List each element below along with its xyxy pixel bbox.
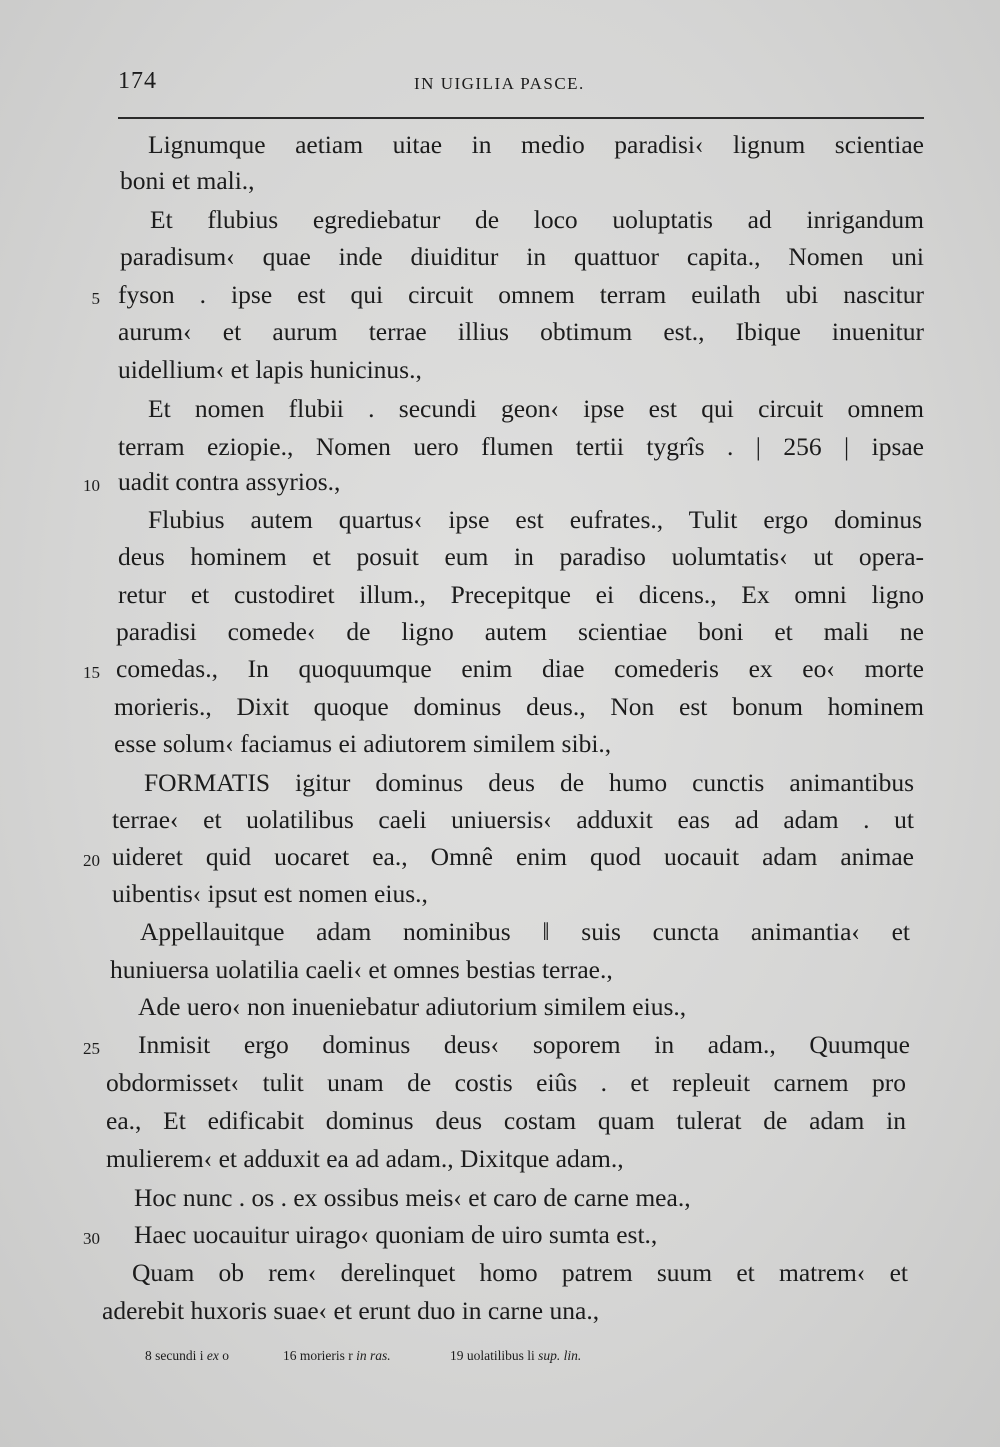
line-text: ea., Et edificabit dominus deus costam quam tulerat de adam in bbox=[106, 1106, 906, 1135]
line-text: Inmisit ergo dominus deus‹ soporem in adam., Quumque bbox=[138, 1030, 910, 1059]
text-line bbox=[0, 240, 1000, 278]
line-text: Hoc nunc . os . ex ossibus meis‹ et caro de carne mea., bbox=[134, 1183, 691, 1212]
line-text: Lignumque aetiam uitae in medio paradisi‹ lignum scientiae bbox=[148, 130, 924, 159]
line-number: 20 bbox=[83, 851, 100, 870]
line-text: terrae‹ et uolatilibus caeli uniuersis‹ adduxit eas ad adam . ut bbox=[112, 805, 914, 834]
text-line bbox=[0, 915, 1000, 953]
line-text: Et nomen flubii . secundi geon‹ ipse est qui circuit omnem bbox=[148, 394, 924, 423]
line-text: huniuersa uolatilia caeli‹ et omnes bestias terrae., bbox=[110, 955, 613, 984]
text-line bbox=[0, 1066, 1000, 1104]
text-line bbox=[0, 1181, 1000, 1219]
line-number: 10 bbox=[83, 476, 100, 495]
footnote-note: in ras. bbox=[356, 1348, 391, 1363]
line-text: Appellauitque adam nominibus ‖ suis cuncta animantia‹ et bbox=[140, 917, 910, 946]
line-text: comedas., In quoquumque enim diae comederis ex eo‹ morte bbox=[116, 654, 924, 683]
line-text: FORMATIS igitur dominus deus de humo cunctis animantibus bbox=[144, 768, 914, 797]
text-line bbox=[0, 766, 1000, 804]
text-line bbox=[0, 128, 1000, 166]
text-line bbox=[0, 1028, 1000, 1066]
line-text: Haec uocauitur uirago‹ quoniam de uiro sumta est., bbox=[134, 1220, 658, 1249]
line-text: deus hominem et posuit eum in paradiso uolumtatis‹ ut opera- bbox=[118, 542, 924, 571]
line-number: 25 bbox=[83, 1039, 100, 1058]
line-text: uidellium‹ et lapis hunicinus., bbox=[118, 355, 422, 384]
footnote-note: ex bbox=[206, 1348, 219, 1363]
line-text: Ade uero‹ non inueniebatur adiutorium similem eius., bbox=[138, 992, 687, 1021]
page-number: 174 bbox=[118, 68, 157, 94]
line-text: uadit contra assyrios., bbox=[118, 467, 341, 496]
line-text: terram eziopie., Nomen uero flumen tertii tygrîs . | 256 | ipsae bbox=[118, 432, 924, 461]
text-line bbox=[0, 727, 1000, 765]
running-title: IN UIGILIA PASCE. bbox=[414, 74, 585, 93]
text-line bbox=[0, 803, 1000, 841]
line-text: uibentis‹ ipsut est nomen eius., bbox=[112, 879, 428, 908]
line-text: fyson . ipse est qui circuit omnem terram euilath ubi nascitur bbox=[118, 280, 924, 309]
text-line bbox=[0, 953, 1000, 991]
text-line bbox=[0, 1142, 1000, 1180]
footnotes bbox=[145, 1348, 765, 1372]
line-text: obdormisset‹ tulit unam de costis eiûs . et repleuit carnem pro bbox=[106, 1068, 906, 1097]
text-line bbox=[0, 278, 1000, 316]
footnote bbox=[283, 1348, 391, 1364]
line-text: paradisi comede‹ de ligno autem scientiae boni et mali ne bbox=[116, 617, 924, 646]
line-text: aderebit huxoris suae‹ et erunt duo in carne una., bbox=[102, 1296, 600, 1325]
text-line bbox=[0, 430, 1000, 468]
line-text: aurum‹ et aurum terrae illius obtimum est., Ibique inuenitur bbox=[118, 317, 924, 346]
footnote bbox=[145, 1348, 229, 1364]
line-text: uideret quid uocaret ea., Omnê enim quod uocauit adam animae bbox=[112, 842, 914, 871]
text-line bbox=[0, 615, 1000, 653]
text-line bbox=[0, 353, 1000, 391]
text-line bbox=[0, 1256, 1000, 1294]
line-number: 5 bbox=[91, 289, 100, 308]
footnote-ref: 8 secundi i bbox=[145, 1348, 204, 1363]
text-line bbox=[0, 1104, 1000, 1142]
text-line bbox=[0, 164, 1000, 202]
line-number: 15 bbox=[83, 663, 100, 682]
line-text: mulierem‹ et adduxit ea ad adam., Dixitque adam., bbox=[106, 1144, 624, 1173]
footnote-tail: o bbox=[222, 1348, 229, 1363]
line-number: 30 bbox=[83, 1229, 100, 1248]
text-line bbox=[0, 690, 1000, 728]
footnote-ref: 16 morieris r bbox=[283, 1348, 353, 1363]
text-line bbox=[0, 203, 1000, 241]
line-text: Et flubius egrediebatur de loco uoluptatis ad inrigandum bbox=[150, 205, 924, 234]
line-text: Flubius autem quartus‹ ipse est eufrates., Tulit ergo dominus bbox=[148, 505, 922, 534]
text-line bbox=[0, 990, 1000, 1028]
line-text: retur et custodiret illum., Precepitque ei dicens., Ex omni ligno bbox=[118, 580, 924, 609]
text-line bbox=[0, 1294, 1000, 1332]
text-line bbox=[0, 392, 1000, 430]
line-text: morieris., Dixit quoque dominus deus., Non est bonum hominem bbox=[114, 692, 924, 721]
text-line bbox=[0, 652, 1000, 690]
text-line bbox=[0, 877, 1000, 915]
text-line bbox=[0, 540, 1000, 578]
line-text: paradisum‹ quae inde diuiditur in quattuor capita., Nomen uni bbox=[120, 242, 924, 271]
text-line bbox=[0, 840, 1000, 878]
footnote-ref: 19 uolatilibus li bbox=[450, 1348, 535, 1363]
line-text: Quam ob rem‹ derelinquet homo patrem suum et matrem‹ et bbox=[132, 1258, 908, 1287]
text-line bbox=[0, 1218, 1000, 1256]
text-line bbox=[0, 578, 1000, 616]
text-line bbox=[0, 465, 1000, 503]
text-line bbox=[0, 503, 1000, 541]
footnote-note: sup. lin. bbox=[538, 1348, 582, 1363]
line-text: esse solum‹ faciamus ei adiutorem similem sibi., bbox=[114, 729, 612, 758]
line-text: boni et mali., bbox=[120, 166, 255, 195]
footnote bbox=[450, 1348, 581, 1364]
text-line bbox=[0, 315, 1000, 353]
